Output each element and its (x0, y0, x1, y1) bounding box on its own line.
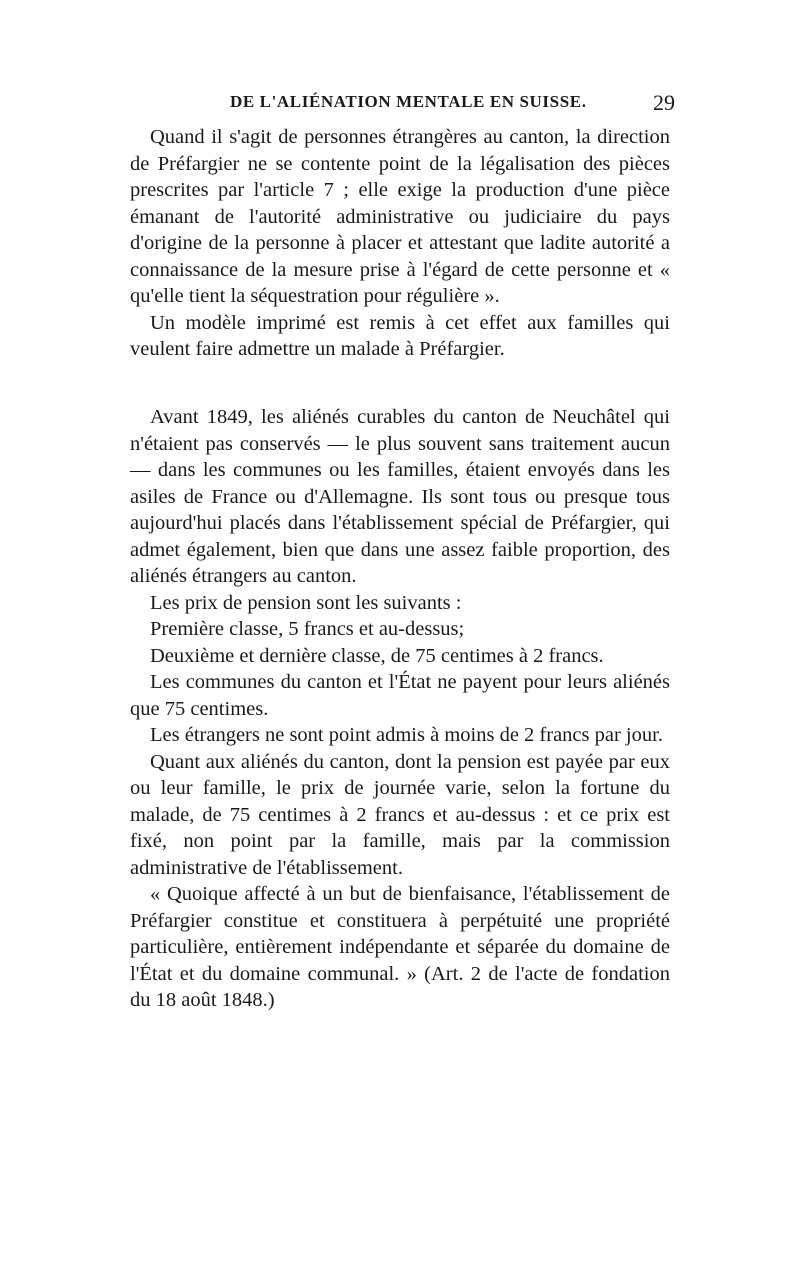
paragraph: Deuxième et dernière classe, de 75 centimes à 2 francs. (150, 644, 604, 667)
running-title: DE L'ALIÉNATION MENTALE EN SUISSE. (230, 92, 587, 111)
paragraph: Quant aux aliénés du canton, dont la pension est payée par eux ou leur famille, le prix de journée varie, selon la fortune du malade, de 75 centimes à 2 francs et au-dessus : et ce prix est fixé, non point par la famille, mais par la commission administrative de l'établissement. (130, 750, 670, 879)
text-block-second (130, 404, 670, 1014)
paragraph: Les communes du canton et l'État ne payent pour leurs aliénés que 75 centimes. (130, 671, 670, 720)
running-head (130, 92, 675, 122)
paragraph: Les prix de pension sont les suivants : (150, 591, 462, 614)
paragraph: Avant 1849, les aliénés curables du canton de Neuchâtel qui n'étaient pas conservés — le plus souvent sans traitement aucun — dans les communes ou les familles, étaient envoyés dans les asiles de France ou d'Allemagne. Ils sont tous ou presque tous aujourd'hui placés dans l'établissement spécial de Préfargier, qui admet également, bien que dans une assez faible proportion, des aliénés étrangers au canton. (130, 406, 670, 587)
paragraph: Un modèle imprimé est remis à cet effet aux familles qui veulent faire admettre un malade à Préfargier. (130, 311, 670, 360)
page-number: 29 (653, 90, 675, 115)
paragraph: « Quoique affecté à un but de bienfaisance, l'établissement de Préfargier constitue et constituera à perpétuité une propriété particulière, entièrement indépendante et séparée du domaine de l'État et du domaine communal. » (Art. 2 de l'acte de fondation du 18 août 1848.) (130, 883, 670, 1011)
paragraph: Quand il s'agit de personnes étrangères au canton, la direction de Préfargier ne se contente point de la légalisation des pièces prescrites par l'article 7 ; elle exige la production d'une pièce émanant de l'autorité administrative ou judiciaire du pays d'origine de la personne à placer et attestant que ladite autorité a connaissance de la mesure prise à l'égard de cette personne et « qu'elle tient la séquestration pour régulière ». (130, 126, 670, 307)
paragraph: Première classe, 5 francs et au-dessus; (150, 618, 465, 640)
text-block-first (130, 124, 670, 363)
paragraph: Les étrangers ne sont point admis à moins de 2 francs par jour. (150, 724, 663, 746)
